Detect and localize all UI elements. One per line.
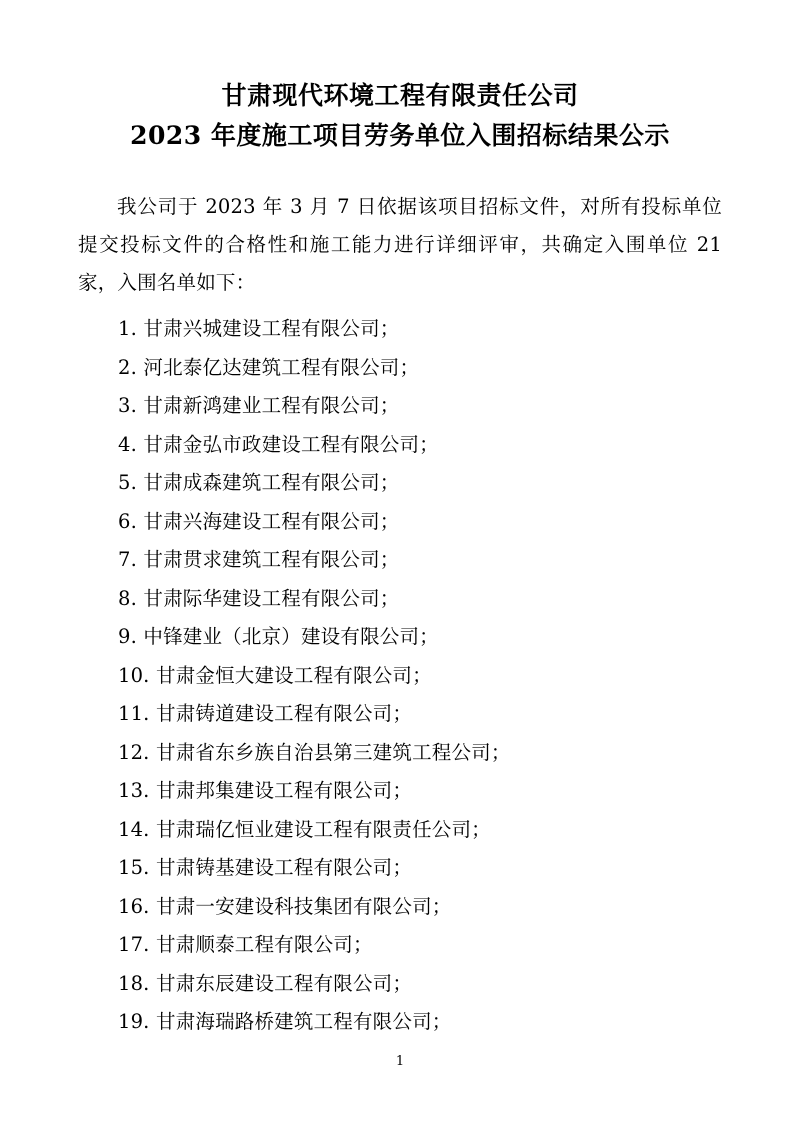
list-item: 18. 甘肃东辰建设工程有限公司；	[117, 971, 413, 995]
list-item: 15. 甘肃铸基建设工程有限公司；	[117, 856, 413, 879]
list-item: 19. 甘肃海瑞路桥建筑工程有限公司；	[117, 1010, 452, 1033]
list-item: 3. 甘肃新鸿建业工程有限公司；	[117, 394, 400, 417]
list-item: 11. 甘肃铸道建设工程有限公司；	[117, 702, 413, 725]
list-item: 6. 甘肃兴海建设工程有限公司；	[117, 509, 400, 533]
list-item: 10. 甘肃金恒大建设工程有限公司；	[117, 663, 432, 687]
title-line-2: 2023 年度施工项目劳务单位入围招标结果公示	[130, 121, 670, 150]
list-item: 9. 中锋建业（北京）建设有限公司；	[117, 625, 439, 648]
list-item: 5. 甘肃成森建筑工程有限公司；	[117, 471, 400, 494]
list-item: 1. 甘肃兴城建设工程有限公司；	[117, 317, 400, 340]
list-item: 17. 甘肃顺泰工程有限公司；	[117, 933, 373, 956]
list-item: 7. 甘肃贯求建筑工程有限公司；	[117, 548, 400, 571]
list-item: 16. 甘肃一安建设科技集团有限公司；	[117, 894, 452, 918]
list-item: 2. 河北泰亿达建筑工程有限公司；	[117, 355, 420, 379]
intro-paragraph: 我公司于 2023 年 3 月 7 日依据该项目招标文件，对所有投标单位提交投标文件的合格性和施工能力进行详细评审，共确定入围单位 21 家，入围名单如下：	[78, 195, 722, 294]
list-item: 13. 甘肃邦集建设工程有限公司；	[117, 779, 413, 802]
page-title	[78, 62, 722, 156]
list-item: 12. 甘肃省东乡族自治县第三建筑工程公司；	[117, 740, 511, 764]
title-line-1: 甘肃现代环境工程有限责任公司	[221, 81, 579, 110]
list-item: 4. 甘肃金弘市政建设工程有限公司；	[117, 432, 439, 456]
list-item: 14. 甘肃瑞亿恒业建设工程有限责任公司；	[117, 817, 491, 841]
winner-list	[78, 310, 722, 1042]
list-item: 8. 甘肃际华建设工程有限公司；	[117, 586, 400, 610]
page-number: 1	[395, 1054, 405, 1069]
